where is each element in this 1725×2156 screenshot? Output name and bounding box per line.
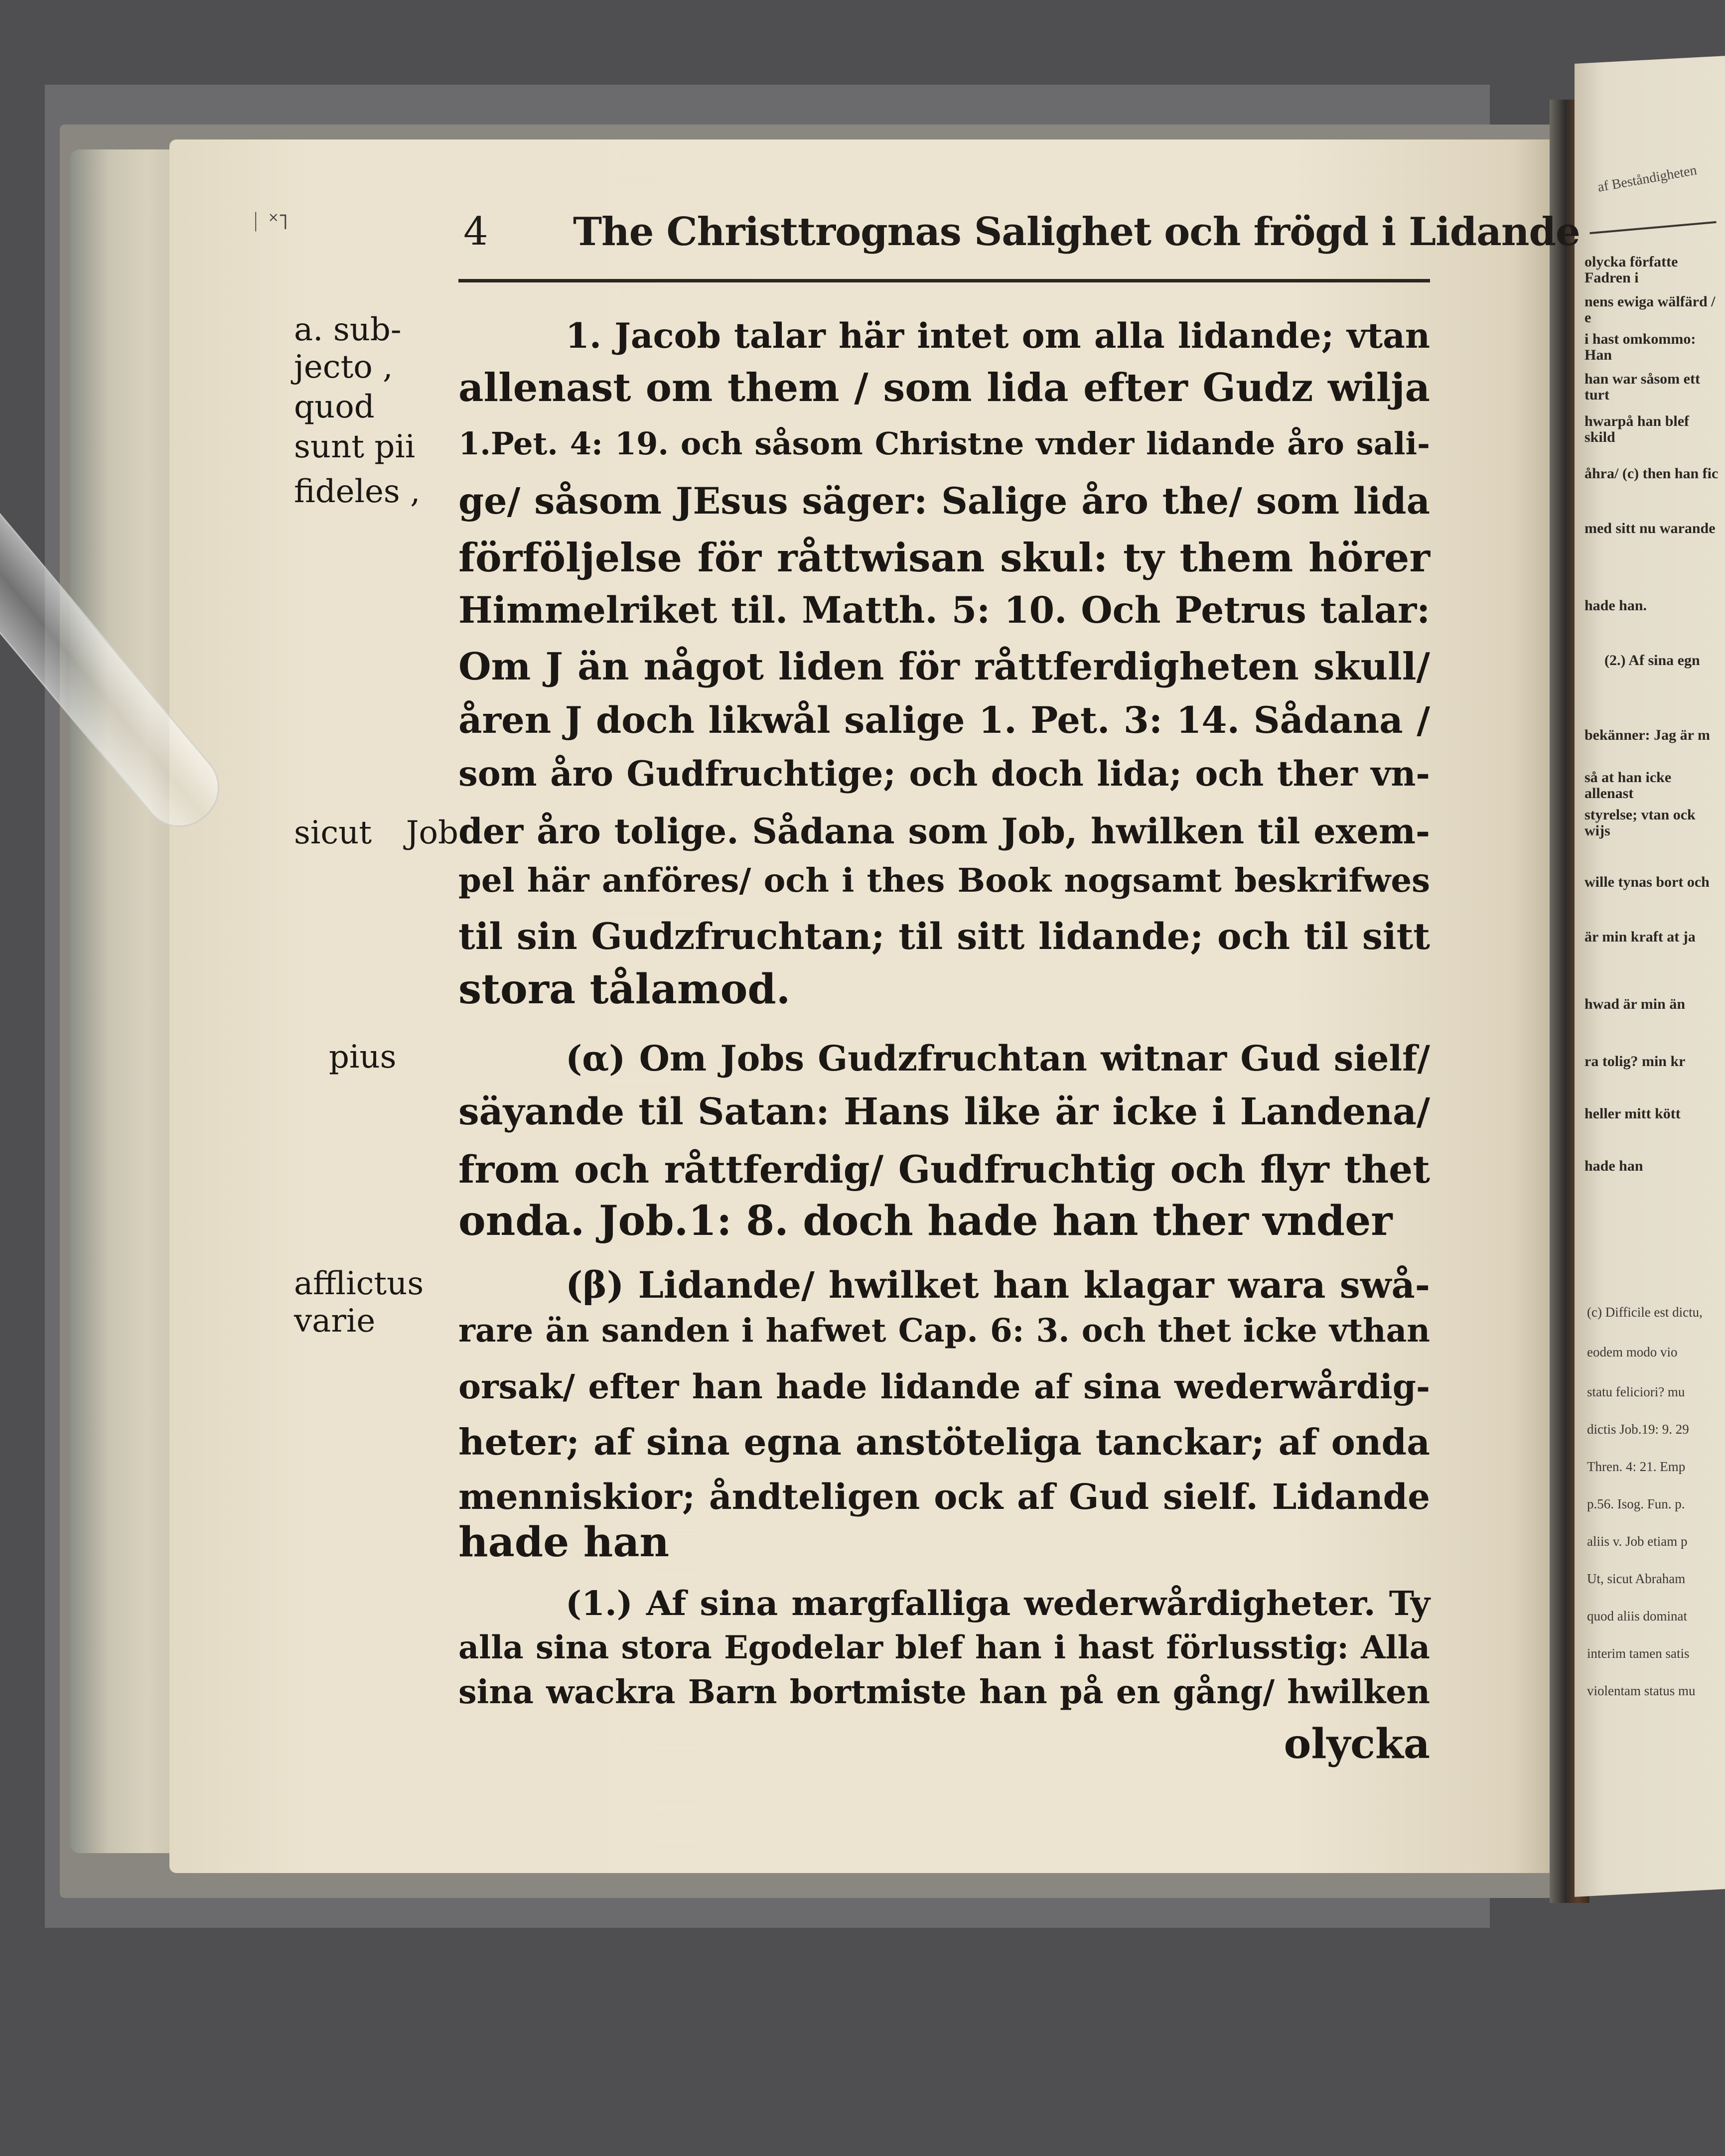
- text-line: orsak/ efter han hade lidande af sina wederwårdig-: [458, 1367, 1430, 1406]
- facing-footnote-line: interim tamen satis: [1587, 1646, 1690, 1661]
- text-line: menniskior; åndteligen ock af Gud sielf. Lidande: [458, 1476, 1430, 1517]
- margin-note: afflictus: [294, 1265, 424, 1302]
- text-line: rare än sanden i hafwet Cap. 6: 3. och thet icke vthan: [458, 1312, 1430, 1349]
- running-title: The Christtrognas Salighet och frögd i Lidande: [573, 209, 1580, 255]
- text-line: der åro tolige. Sådana som Job, hwilken til exem-: [458, 811, 1430, 852]
- facing-running-title: af Beståndigheten: [1596, 162, 1698, 195]
- text-line: onda. Job.1: 8. doch hade han ther vnder: [458, 1197, 1393, 1245]
- facing-footnote-line: Ut, sicut Abraham: [1587, 1571, 1686, 1586]
- facing-footnote-line: (c) Difficile est dictu,: [1587, 1305, 1703, 1320]
- facing-text-line: heller mitt kött: [1584, 1105, 1681, 1122]
- facing-footnote-line: aliis v. Job etiam p: [1587, 1534, 1688, 1549]
- facing-text-line: så at han icke allenast: [1584, 769, 1672, 802]
- text-line: til sin Gudzfruchtan; til sitt lidande; och til sitt: [458, 916, 1430, 958]
- text-line: som åro Gudfruchtige; och doch lida; och ther vn-: [458, 754, 1430, 794]
- facing-footnote-line: eodem modo vio: [1587, 1345, 1678, 1359]
- margin-note: varie: [294, 1303, 376, 1340]
- header-rule: [458, 279, 1430, 282]
- text-line: (β) Lidande/ hwilket han klagar wara swå-: [566, 1264, 1430, 1307]
- text-line: Om J än något liden för råttferdigheten skull/: [458, 644, 1430, 688]
- page-number: 4: [463, 209, 488, 254]
- facing-text-line: hade han.: [1584, 597, 1647, 614]
- margin-note: fideles ,: [294, 473, 421, 510]
- facing-footnote-line: quod aliis dominat: [1587, 1609, 1687, 1623]
- facing-text-line: han war såsom ett turt: [1584, 371, 1700, 403]
- text-line: sina wackra Barn bortmiste han på en gång/ hwilken: [458, 1673, 1430, 1711]
- text-line: from och råttferdig/ Gudfruchtig och flyr thet: [458, 1147, 1430, 1192]
- facing-text-line: åhra/ (c) then han fic: [1584, 465, 1719, 482]
- facing-text-line: hwad är min än: [1584, 996, 1686, 1012]
- facing-text-line: med sitt nu warande: [1584, 520, 1716, 537]
- facing-text-line: ra tolig? min kr: [1584, 1053, 1686, 1070]
- facing-footnote-line: p.56. Isog. Fun. p.: [1587, 1496, 1685, 1511]
- text-line: ge/ såsom JEsus säger: Salige åro the/ som lida: [458, 480, 1430, 523]
- text-line: allenast om them / som lida efter Gudz wilja: [458, 365, 1430, 410]
- facing-footnote-line: statu feliciori? mu: [1587, 1384, 1685, 1399]
- stray-mark: ᛁ ˟˥: [249, 209, 288, 235]
- facing-text-line: nens ewiga wälfärd / e: [1584, 293, 1716, 326]
- text-line: (α) Om Jobs Gudzfruchtan witnar Gud sielf/: [566, 1038, 1430, 1079]
- text-line: pel här anföres/ och i thes Book nogsamt beskrifwes: [458, 861, 1430, 900]
- text-line: alla sina stora Egodelar blef han i hast förlusstig: Alla: [458, 1628, 1430, 1666]
- text-line: stora tålamod.: [458, 965, 791, 1013]
- facing-text-line: hade han: [1584, 1158, 1643, 1174]
- text-line: åren J doch likwål salige 1. Pet. 3: 14. Sådana /: [458, 699, 1430, 742]
- text-line: säyande til Satan: Hans like är icke i Landena/: [458, 1090, 1430, 1133]
- margin-note: jecto ,: [294, 349, 393, 386]
- facing-text-line: styrelse; vtan ock wijs: [1584, 807, 1696, 839]
- facing-footnote-line: violentam status mu: [1587, 1683, 1696, 1698]
- margin-note: quod: [294, 389, 375, 425]
- facing-footnote-line: dictis Job.19: 9. 29: [1587, 1422, 1689, 1437]
- facing-text-line: (2.) Af sina egn: [1604, 652, 1700, 669]
- text-line: 1. Jacob talar här intet om alla lidande; vtan: [566, 316, 1430, 356]
- margin-note: pius: [329, 1039, 397, 1076]
- text-line: (1.) Af sina margfalliga wederwårdigheter. Ty: [566, 1583, 1430, 1623]
- text-line: 1.Pet. 4: 19. och såsom Christne vnder lidande åro sali-: [458, 425, 1430, 462]
- facing-text-line: bekänner: Jag är m: [1584, 727, 1710, 743]
- facing-footnote-line: Thren. 4: 21. Emp: [1587, 1459, 1686, 1474]
- facing-text-line: wille tynas bort och: [1584, 874, 1710, 890]
- margin-note: sunt pii: [294, 428, 416, 465]
- text-line: förföljelse för råttwisan skul: ty them hörer: [458, 535, 1430, 581]
- facing-text-line: i hast omkommo: Han: [1584, 331, 1696, 363]
- facing-text-line: olycka författe Fadren i: [1584, 254, 1678, 286]
- text-line: heter; af sina egna anstöteliga tanckar; af onda: [458, 1421, 1430, 1464]
- facing-text-line: är min kraft at ja: [1584, 929, 1696, 945]
- text-line: hade han: [458, 1518, 670, 1566]
- margin-note: a. sub-: [294, 311, 402, 348]
- margin-note: sicut Job: [294, 814, 458, 851]
- facing-text-line: hwarpå han blef skild: [1584, 413, 1690, 445]
- text-line: Himmelriket til. Matth. 5: 10. Och Petrus talar:: [458, 589, 1430, 632]
- text-line: olycka: [1284, 1720, 1430, 1768]
